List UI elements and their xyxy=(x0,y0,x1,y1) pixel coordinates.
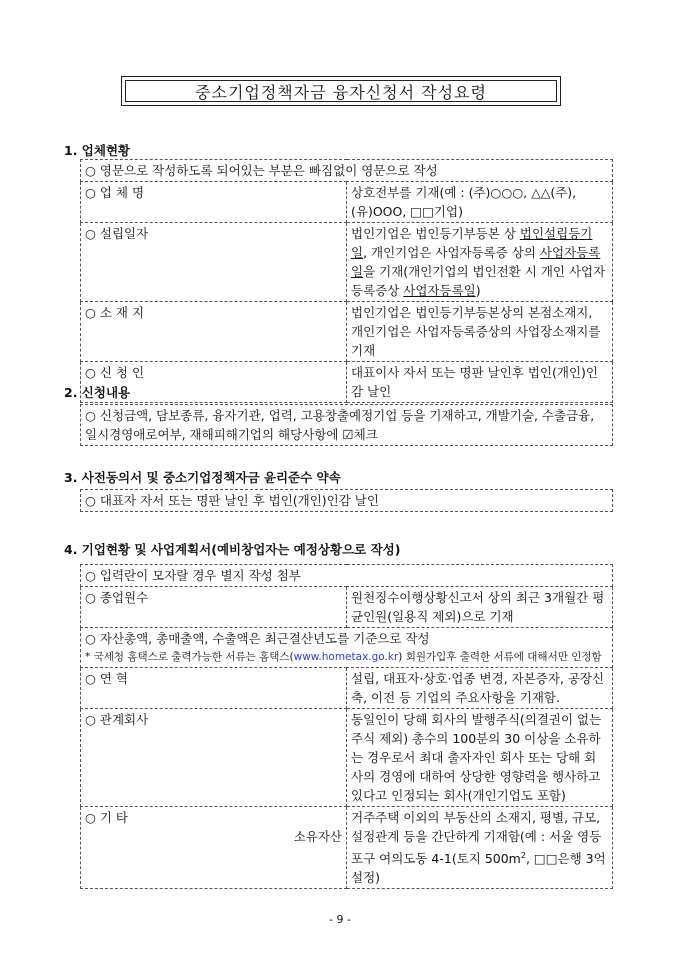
hometax-link[interactable]: www.hometax.go.kr xyxy=(293,651,399,663)
table-row xyxy=(81,160,613,182)
label-affiliates: ○ 관계회사 xyxy=(81,709,347,807)
text-affiliates: 동일인이 당해 회사의 발행주식(의결권이 없는 주식 제외) 총수의 100분의 30 이상을 소유하는 경우로서 최대 출자자인 회사 또는 당해 회사의 경영에 대하여 상당한 영향력을 행사하고 있다고 인정되는 회사(개인기업도 포함) xyxy=(347,709,613,807)
document-title: 중소기업정책자금 융자신청서 작성요령 xyxy=(125,80,557,102)
section-heading-2: 2. 신청내용 xyxy=(64,385,131,400)
table-row xyxy=(81,628,613,668)
row-english-note: ○ 영문으로 작성하도록 되어있는 부분은 빠짐없이 영문으로 작성 xyxy=(81,160,613,182)
section-heading-3: 3. 사전동의서 및 중소기업정책자금 윤리준수 약속 xyxy=(64,470,341,485)
table-row xyxy=(81,405,613,446)
text-founding-date: 법인기업은 법인등기부등본 상 법인설립등기일, 개인기업은 사업자등록증 상의 사업자등록일을 기재(개인기업의 법인전환 시 개인 사업자등록증상 사업자등록일) xyxy=(347,223,613,302)
text-company-name: 상호전부를 기재(예 : (주)○○○, △△(주), (유)OOO, □□기업) xyxy=(347,182,613,223)
table-row xyxy=(81,182,613,223)
table-row xyxy=(81,302,613,362)
table-row xyxy=(81,709,613,807)
row-application-content: ○ 신청금액, 담보종류, 융자기관, 업력, 고용창출예정기업 등을 기재하고, 개발기술, 수출금융, 일시경영애로여부, 재해피해기업의 해당사항에 ☑체크 xyxy=(81,405,613,446)
label-history: ○ 연 혁 xyxy=(81,668,347,709)
label-applicant: ○ 신 청 인 xyxy=(81,362,347,403)
text-applicant: 대표이사 자서 또는 명판 날인후 법인(개인)인감 날인 xyxy=(347,362,613,403)
section-3-table xyxy=(80,489,613,512)
table-row xyxy=(81,807,613,889)
text-address: 법인기업은 법인등기부등본상의 본점소재지, 개인기업은 사업자등록증상의 사업장소재지를 기재 xyxy=(347,302,613,362)
assets-text: ○ 자산총액, 총매출액, 수출액은 최근결산년도를 기준으로 작성 xyxy=(85,631,430,646)
section-heading-1: 1. 업체현황 xyxy=(64,143,131,158)
row-assets xyxy=(81,628,613,668)
section-heading-4: 4. 기업현황 및 사업계획서(예비창업자는 예정상황으로 작성) xyxy=(64,542,401,557)
table-row xyxy=(81,668,613,709)
table-row xyxy=(81,587,613,628)
document-title-box xyxy=(121,76,561,106)
table-row xyxy=(81,490,613,512)
text-other-assets: 거주주택 이외의 부동산의 소재지, 평별, 규모, 설정관계 등을 간단하게 기재함(예 : 서울 영등포구 여의도동 4-1(토지 $500m^2$, □□은행 3억 설정) xyxy=(347,807,613,889)
section-1-table xyxy=(80,159,613,403)
label-founding-date: ○ 설립일자 xyxy=(81,223,347,302)
row-consent: ○ 대표자 자서 또는 명판 날인 후 법인(개인)인감 날인 xyxy=(81,490,613,512)
label-company-name: ○ 업 체 명 xyxy=(81,182,347,223)
table-row xyxy=(81,223,613,302)
table-row xyxy=(81,362,613,403)
page-number: - 9 - xyxy=(329,913,351,926)
label-other-assets: ○ 기 타 소유자산 xyxy=(81,807,347,889)
text-employees: 원천징수이행상황신고서 상의 최근 3개월간 평균인원(일용직 제외)으로 기재 xyxy=(347,587,613,628)
label-address: ○ 소 재 지 xyxy=(81,302,347,362)
table-row xyxy=(81,565,613,587)
section-4-table xyxy=(80,564,613,889)
text-history: 설립, 대표자·상호·업종 변경, 자본증자, 공장신축, 이전 등 기업의 주요사항을 기재함. xyxy=(347,668,613,709)
hometax-note: * 국세청 홈택스로 출력가능한 서류는 홈택스(www.hometax.go.kr) 회원가입후 출력한 서류에 대해서만 인정함 xyxy=(85,651,602,663)
section-2-table xyxy=(80,404,613,446)
row-attach-note: ○ 입력란이 모자랄 경우 별지 작성 첨부 xyxy=(81,565,613,587)
label-employees: ○ 종업원수 xyxy=(81,587,347,628)
